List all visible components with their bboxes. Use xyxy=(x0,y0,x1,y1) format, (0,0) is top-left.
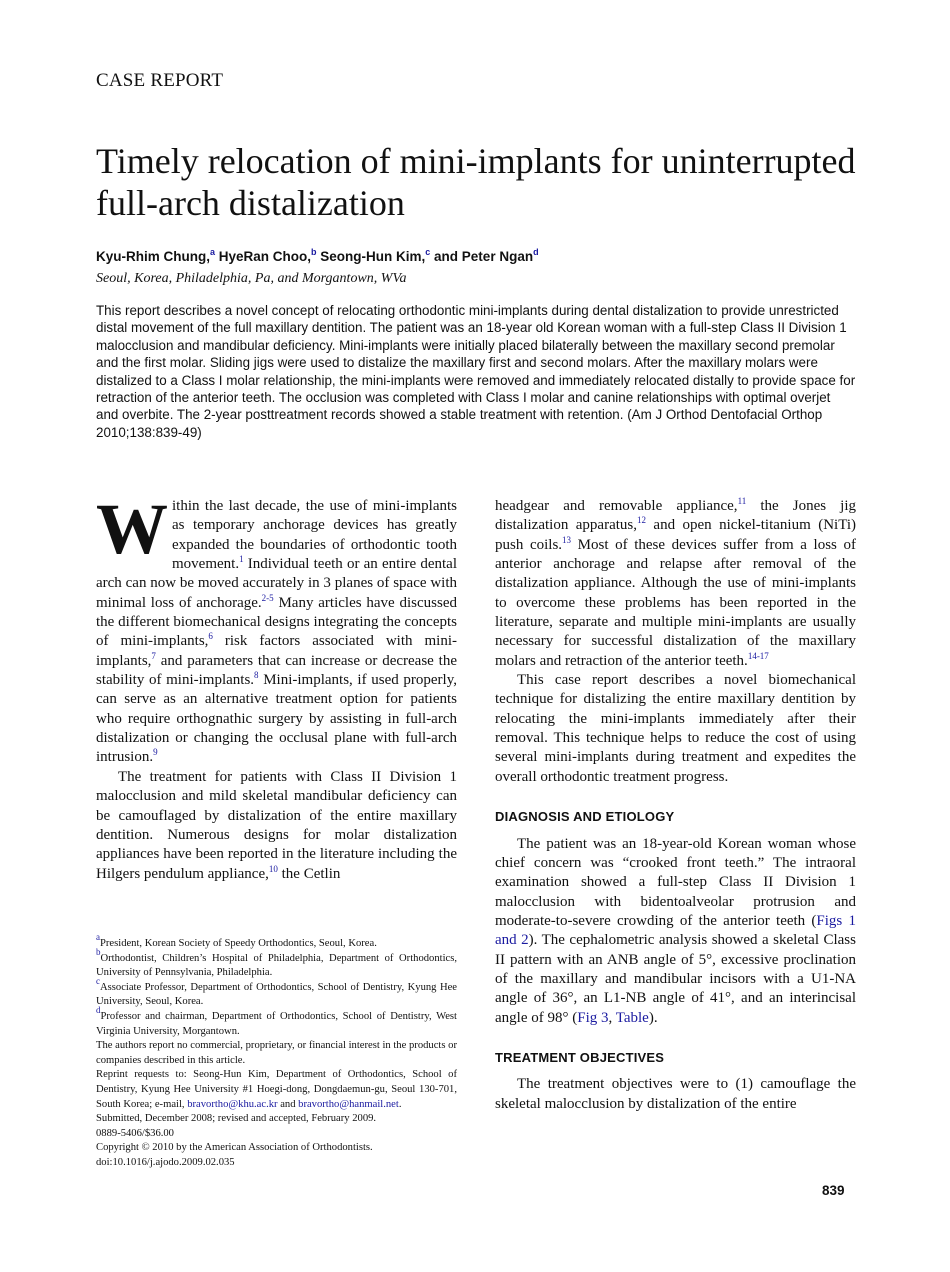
reference-mark[interactable]: 7 xyxy=(151,650,156,661)
text-run: Copyright © 2010 by the American Association of Orthodontists. xyxy=(96,1142,373,1154)
heading-objectives: TREATMENT OBJECTIVES xyxy=(495,1049,665,1065)
author: Kyu-Rhim Chung, xyxy=(96,249,210,264)
footnote xyxy=(96,1068,457,1112)
text-run: risk factors associated with mini-implants, xyxy=(96,633,457,669)
text-run: Associate Professor, Department of Orthodontics, School of Dentistry, Kyung Hee University, Seoul, Korea. xyxy=(96,981,457,1008)
text-run: Orthodontist, Children’s Hospital of Philadelphia, Department of Orthodontics, University of Pennsylvania, Philadelphia. xyxy=(96,952,457,979)
body-paragraph xyxy=(495,671,856,787)
affiliation-mark[interactable]: b xyxy=(311,247,317,257)
body-paragraph xyxy=(495,835,856,1028)
reference-mark[interactable]: 14-17 xyxy=(747,650,769,661)
text-run: headgear and removable appliance, xyxy=(495,498,738,514)
text-run: doi:10.1016/j.ajodo.2009.02.035 xyxy=(96,1156,235,1168)
text-run: Many articles have discussed the different biomechanical designs integrating the concepts of mini-implants, xyxy=(96,594,457,650)
text-run: Mini-implants, if used properly, can serve as an alternative treatment option for patients who require orthognathic surgery by assisting in full-arch distalization or changing the occlusal plane with full-arch intrusion. xyxy=(96,672,457,766)
text-run: The authors report no commercial, proprietary, or financial interest in the products or companies described in this article. xyxy=(96,1040,457,1066)
reference-mark[interactable]: 9 xyxy=(153,747,158,758)
inline-link[interactable]: bravortho@hanmail.net xyxy=(298,1098,399,1110)
text-run: The treatment objectives were to (1) camouflage the skeletal malocclusion by distalization of the entire xyxy=(495,1076,856,1112)
body-paragraph xyxy=(495,497,856,671)
section-label: CASE REPORT xyxy=(96,70,224,91)
text-run: and open nickel-titanium (NiTi) push coils. xyxy=(495,517,856,553)
text-run: Professor and chairman, Department of Orthodontics, School of Dentistry, West Virginia University, Morgantown. xyxy=(96,1010,457,1037)
text-run: ithin the last decade, the use of mini-implants as temporary anchorage devices has greatly expanded the boundaries of orthodontic tooth movement. xyxy=(172,498,457,573)
text-run: Reprint requests to: Seong-Hun Kim, Department of Orthodontics, School of Dentistry, Kyung Hee University #1 Hoegi-dong, Dongdaemun-gu, Seoul 130-701, South Korea; e-mail, xyxy=(96,1069,457,1110)
text-run: the Jones jig distalization apparatus, xyxy=(495,498,856,534)
text-run: This case report describes a novel biomechanical technique for distalizing the entire maxillary dentition by relocating the mini-implants immediately after their removal. This technique helps to reduce the cost of using several mini-implants during treatment and expedites the overall orthodontic treatment progress. xyxy=(495,672,856,785)
affiliation-mark[interactable]: d xyxy=(533,247,539,257)
footnote xyxy=(96,1004,457,1039)
reference-mark[interactable]: 6 xyxy=(208,631,213,642)
reference-mark[interactable]: a xyxy=(96,932,100,942)
text-run: The treatment for patients with Class II Division 1 malocclusion and mild skeletal mandibular deficiency can be camouflaged by distalization of the entire maxillary dentition. Numerous designs for molar distalization appliances have been reported in the literature including the Hilgers pendulum appliance, xyxy=(96,768,457,882)
text-run: The patient was an 18-year-old Korean woman whose chief concern was “crooked front teeth.” The intraoral examination showed a full-step Class II Division 1 malocclusion with bidentoalveolar protrusion and moderate-to-severe crowding of the anterior teeth ( xyxy=(495,835,856,929)
author: Seong-Hun Kim, xyxy=(316,249,426,264)
article-title: Timely relocation of mini-implants for uninterrupted full-arch distalization xyxy=(96,141,856,223)
inline-link[interactable]: Table xyxy=(615,1009,649,1026)
reference-mark[interactable]: 1 xyxy=(239,554,244,565)
reference-mark[interactable]: 10 xyxy=(268,863,278,874)
text-run: Most of these devices suffer from a loss of anterior anchorage and relapse after removal of the distalization appliance. Although the use of mini-implants to overcome these problems has been reported in the literature, separate and multiple mini-implants are usually necessary for successful distalization of the maxillary molars and retraction of the anterior teeth. xyxy=(495,536,856,669)
text-run: ). The cephalometric analysis showed a skeletal Class II pattern with an ANB angle of 5°, excessive proclination of the maxillary and mandibular incisors with a U1-NA angle of 36°, an L1-NB angle of 41°, and an interincisal angle of 98° ( xyxy=(495,932,856,1026)
text-run: ). xyxy=(648,1009,658,1026)
reference-mark[interactable]: 11 xyxy=(737,496,747,506)
inline-link[interactable]: Fig 3 xyxy=(577,1009,609,1026)
inline-link[interactable]: Figs 1 and 2 xyxy=(495,912,856,949)
author: and Peter Ngan xyxy=(430,249,534,264)
author: HyeRan Choo, xyxy=(215,249,312,264)
text-run: the Cetlin xyxy=(277,865,341,882)
text-run: President, Korean Society of Speedy Orthodontics, Seoul, Korea. xyxy=(100,938,377,949)
footnote xyxy=(96,932,457,952)
body-paragraph xyxy=(96,768,457,884)
text-run: Submitted, December 2008; revised and accepted, February 2009. xyxy=(96,1113,377,1125)
footnote xyxy=(96,1141,457,1156)
reference-mark[interactable]: b xyxy=(96,946,101,957)
footnote xyxy=(96,1112,457,1127)
affiliation-mark[interactable]: a xyxy=(210,247,216,257)
text-run: . xyxy=(398,1098,402,1110)
reference-mark[interactable]: d xyxy=(96,1004,101,1015)
abstract: This report describes a novel concept of relocating orthodontic mini-implants during dental distalization to provide unrestricted distal movement of the full maxillary dentition. The patient was an 18-year old Korean woman with a full-step Class II Division 1 malocclusion and mandibular deficiency. Mini-implants were initially placed bilaterally between the maxillary second premolar and the first molar. Sliding jigs were used to distalize the maxillary first and second molars. After the maxillary molars were distalized to a Class I molar relationship, the mini-implants were removed and immediately relocated distally to provide space for retraction of the anterior teeth. The occlusion was completed with Class I molar and canine relationships with optimal overjet and overbite. The 2-year posttreatment records showed a stable treatment with retention. (Am J Orthod Dentofacial Orthop 2010;138:839-49) xyxy=(96,303,856,440)
left-column xyxy=(96,489,457,884)
footnote xyxy=(96,1039,457,1068)
footnote xyxy=(96,1156,457,1171)
reference-mark[interactable]: c xyxy=(96,975,100,986)
text-run: 0889-5406/$36.00 xyxy=(96,1127,174,1139)
footnotes xyxy=(96,932,457,1171)
author-locations: Seoul, Korea, Philadelphia, Pa, and Morgantown, WVa xyxy=(96,271,407,286)
reference-mark[interactable]: 2-5 xyxy=(261,592,274,603)
body-paragraph xyxy=(495,1075,856,1114)
reference-mark[interactable]: 12 xyxy=(636,515,646,526)
reference-mark[interactable]: 8 xyxy=(254,670,259,681)
page-number: 839 xyxy=(822,1183,845,1198)
footnote xyxy=(96,1127,457,1142)
reference-mark[interactable]: 13 xyxy=(562,534,572,545)
text-run: and parameters that can increase or decrease the stability of mini-implants. xyxy=(96,652,457,689)
footnote xyxy=(96,975,457,1010)
text-run: and xyxy=(277,1098,299,1110)
inline-link[interactable]: bravortho@khu.ac.kr xyxy=(187,1098,278,1110)
text-run: Individual teeth or an entire dental arch can now be moved accurately in 3 planes of space with minimal loss of anchorage. xyxy=(96,556,457,611)
affiliation-mark[interactable]: c xyxy=(425,247,431,257)
drop-cap: W xyxy=(96,489,168,569)
author-list xyxy=(96,249,539,264)
intro-paragraph xyxy=(96,489,457,768)
heading-diagnosis: DIAGNOSIS AND ETIOLOGY xyxy=(495,809,675,825)
footnote xyxy=(96,946,457,981)
right-column xyxy=(495,497,856,1114)
text-run: , xyxy=(608,1009,616,1026)
